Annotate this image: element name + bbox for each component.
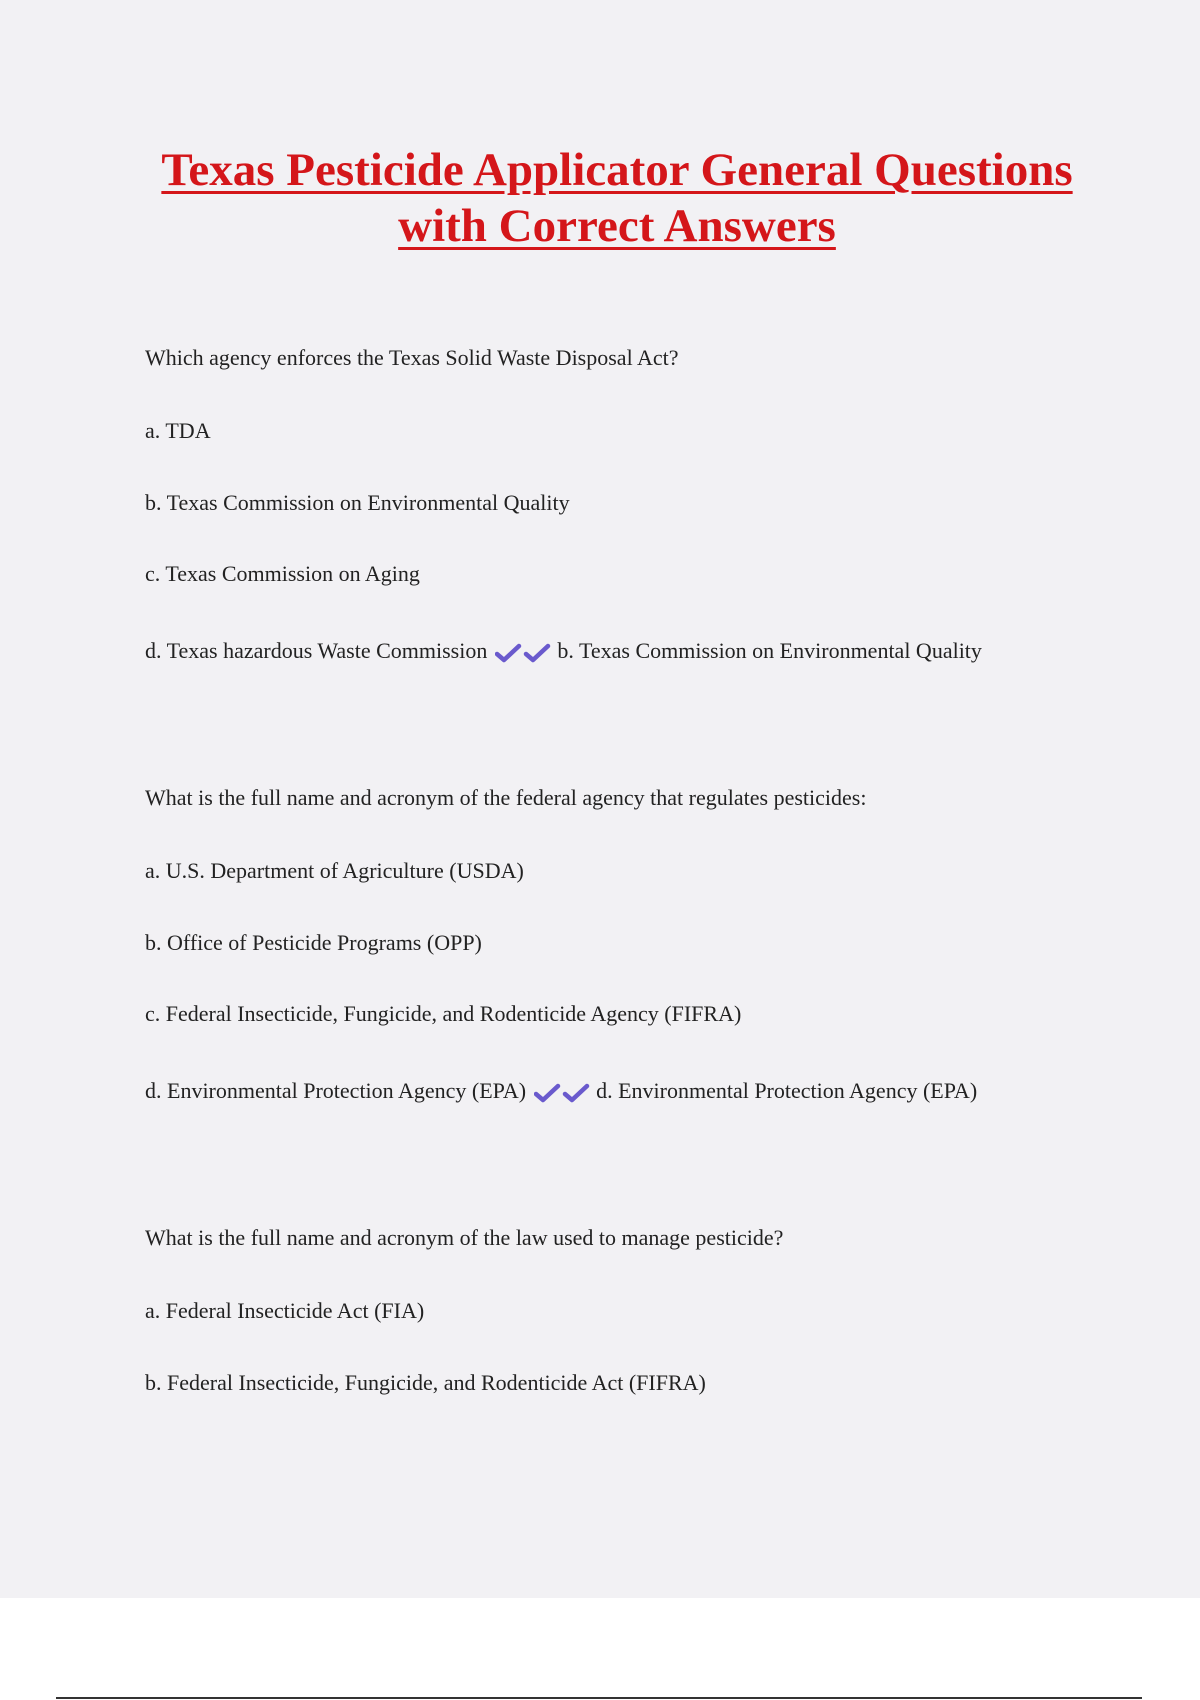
next-page-top-rule xyxy=(56,1697,1142,1699)
question-3-text: What is the full name and acronym of the law used to manage pesticide? xyxy=(145,1225,784,1250)
title-line-2: with Correct Answers xyxy=(398,200,836,252)
question-1-option-d-row xyxy=(145,637,982,667)
question-2-option-b: b. Office of Pesticide Programs (OPP) xyxy=(145,930,482,955)
question-3-option-b: b. Federal Insecticide, Fungicide, and Rodenticide Act (FIFRA) xyxy=(145,1370,706,1395)
question-2-option-d: d. Environmental Protection Agency (EPA) xyxy=(145,1078,527,1103)
page-gap xyxy=(0,1598,1200,1700)
question-1-text: Which agency enforces the Texas Solid Waste Disposal Act? xyxy=(145,345,679,370)
question-2-option-a: a. U.S. Department of Agriculture (USDA) xyxy=(145,858,524,883)
question-2-option-d-row xyxy=(145,1077,977,1107)
question-1-option-c: c. Texas Commission on Aging xyxy=(145,561,420,586)
question-2-text: What is the full name and acronym of the federal agency that regulates pesticides: xyxy=(145,785,867,810)
question-1-answer: b. Texas Commission on Environmental Quality xyxy=(557,638,982,663)
question-3-option-a: a. Federal Insecticide Act (FIA) xyxy=(145,1298,425,1323)
question-1-option-a: a. TDA xyxy=(145,418,211,443)
double-checkmark-icon xyxy=(495,637,551,665)
double-checkmark-icon xyxy=(534,1077,590,1105)
question-2-answer: d. Environmental Protection Agency (EPA) xyxy=(596,1078,978,1103)
question-1-option-d: d. Texas hazardous Waste Commission xyxy=(145,638,488,663)
title-line-1: Texas Pesticide Applicator General Questions xyxy=(161,144,1073,196)
document-title xyxy=(0,142,1200,254)
question-2-option-c: c. Federal Insecticide, Fungicide, and Rodenticide Agency (FIFRA) xyxy=(145,1001,742,1026)
question-1-option-b: b. Texas Commission on Environmental Quality xyxy=(145,490,570,515)
